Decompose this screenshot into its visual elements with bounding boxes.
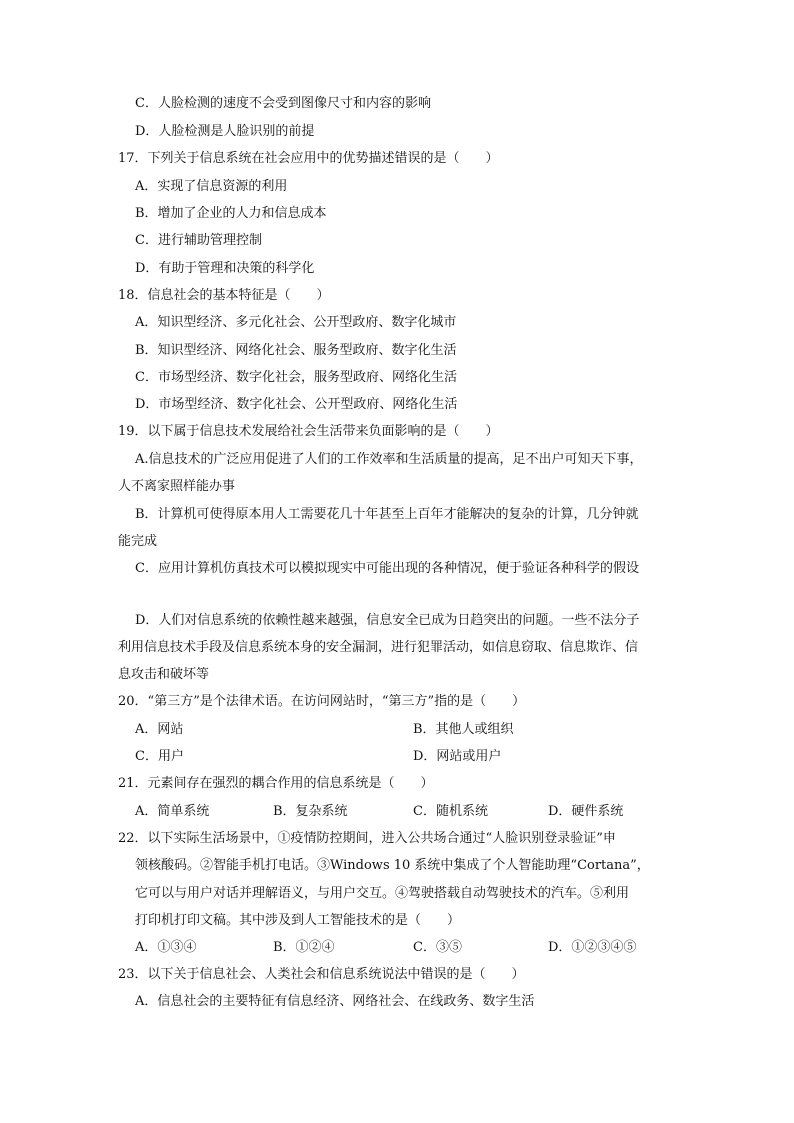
q18-stem: 18．信息社会的基本特征是（ ） — [118, 288, 330, 303]
q19-option-d-cont1: 利用信息技术手段及信息系统本身的安全漏洞，进行犯罪活动，如信息窃取、信息欺诈、信 — [118, 640, 639, 655]
q22-option-d: D．①②③④⑤ — [548, 940, 637, 955]
q22-option-a: A．①③④ — [135, 940, 197, 955]
q23-stem: 23．以下关于信息社会、人类社会和信息系统说法中错误的是（ ） — [118, 967, 525, 982]
q17-option-c: C．进行辅助管理控制 — [135, 233, 262, 248]
q22-option-c: C．③⑤ — [413, 940, 462, 955]
q17-stem: 17．下列关于信息系统在社会应用中的优势描述错误的是（ ） — [118, 151, 499, 166]
q20-option-d: D．网站或用户 — [413, 749, 502, 764]
q18-option-b: B．知识型经济、网络化社会、服务型政府、数字化生活 — [135, 343, 457, 358]
q18-option-a: A．知识型经济、多元化社会、公开型政府、数字化城市 — [135, 315, 457, 330]
q19-option-d-cont2: 息攻击和破坏等 — [118, 667, 210, 682]
q17-option-a: A．实现了信息资源的利用 — [135, 179, 288, 194]
q19-option-a-cont: 人不离家照样能办事 — [118, 479, 236, 494]
q22-stem-line3: 它可以与用户对话并理解语义，与用户交互。④驾驶搭载自动驾驶技术的汽车。⑤利用 — [135, 886, 630, 901]
q17-option-b: B．增加了企业的人力和信息成本 — [135, 206, 327, 221]
q19-stem: 19．以下属于信息技术发展给社会生活带来负面影响的是（ ） — [118, 424, 499, 439]
q21-stem: 21．元素间存在强烈的耦合作用的信息系统是（ ） — [118, 776, 434, 791]
q20-option-a: A．网站 — [135, 722, 184, 737]
q22-stem-line1: 22．以下实际生活场景中，①疫情防控期间，进入公共场合通过“人脸识别登录验证”申 — [118, 831, 616, 846]
q22-stem-line2: 领核酸码。②智能手机打电话。③Windows 10 系统中集成了个人智能助理“Cortana”， — [135, 858, 650, 873]
q21-option-c: C．随机系统 — [413, 804, 488, 819]
q17-option-d: D．有助于管理和决策的科学化 — [135, 261, 315, 276]
q20-option-c: C．用户 — [135, 749, 184, 764]
q19-option-c: C．应用计算机仿真技术可以模拟现实中可能出现的各种情况，便于验证各种科学的假设 — [135, 561, 639, 576]
q16-option-d: D．人脸检测是人脸识别的前提 — [135, 124, 315, 139]
q18-option-c: C．市场型经济、数字化社会，服务型政府、网络化生活 — [135, 370, 457, 385]
q21-option-a: A．简单系统 — [135, 804, 210, 819]
q21-option-b: B．复杂系统 — [273, 804, 348, 819]
q19-option-b-cont: 能完成 — [118, 534, 158, 549]
q21-option-d: D．硬件系统 — [548, 804, 624, 819]
q20-option-b: B．其他人或组织 — [413, 722, 514, 737]
q19-option-d: D．人们对信息系统的依赖性越来越强，信息安全已成为日趋突出的问题。一些不法分子 — [135, 613, 640, 628]
q19-option-b: B．计算机可使得原本用人工需要花几十年甚至上百年才能解决的复杂的计算，几分钟就 — [135, 507, 639, 522]
q22-option-b: B．①②④ — [273, 940, 335, 955]
q20-stem: 20．“第三方”是个法律术语。在访问网站时，“第三方”指的是（ ） — [118, 694, 526, 709]
q16-option-c: C．人脸检测的速度不会受到图像尺寸和内容的影响 — [135, 96, 431, 111]
q22-stem-line4: 打印机打印文稿。其中涉及到人工智能技术的是（ ） — [135, 913, 461, 928]
q19-option-a: A.信息技术的广泛应用促进了人们的工作效率和生活质量的提高，足不出户可知天下事， — [135, 452, 643, 467]
q23-option-a: A．信息社会的主要特征有信息经济、网络社会、在线政务、数字生活 — [135, 994, 535, 1009]
q18-option-d: D．市场型经济、数字化社会、公开型政府、网络化生活 — [135, 397, 458, 412]
